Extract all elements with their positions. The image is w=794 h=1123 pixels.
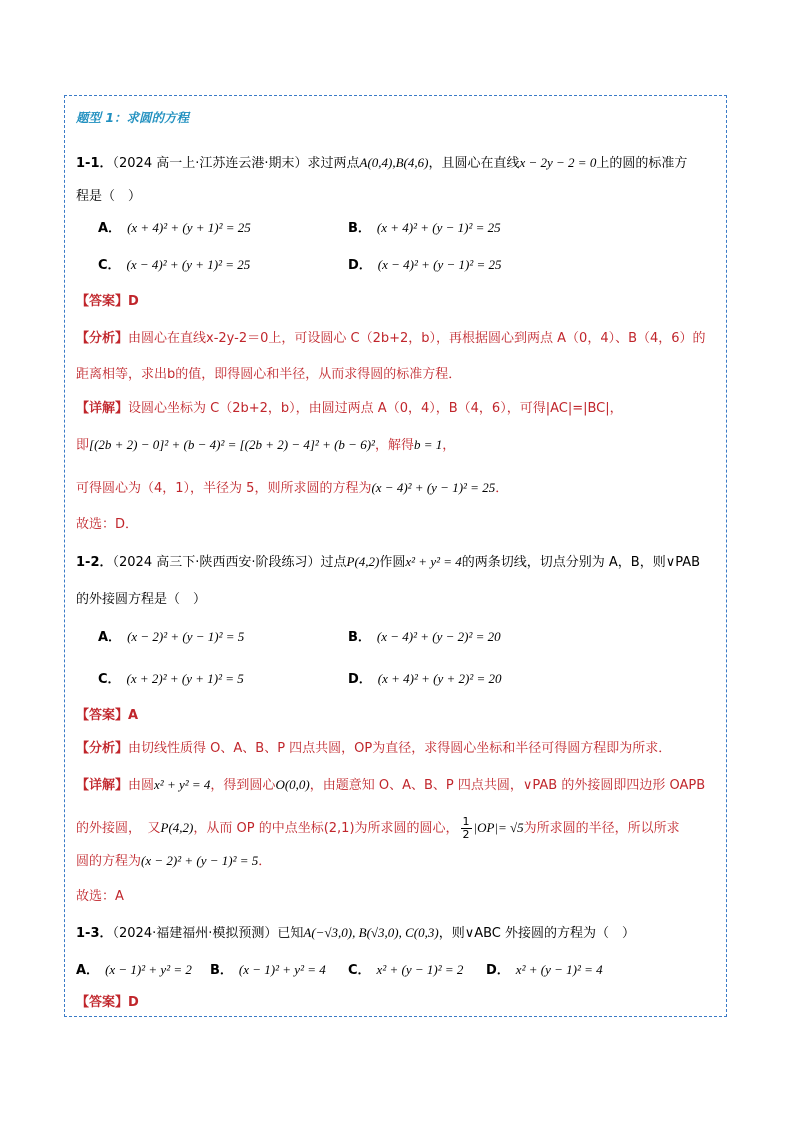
q1-detail-line2: [76, 436, 455, 455]
q1-text: 上的圆的标准方: [596, 156, 688, 171]
q1-number: 1-1．: [76, 156, 113, 171]
answer-tag: 【答案】: [76, 995, 129, 1010]
option-label: C．: [98, 258, 121, 273]
q3-answer: [76, 994, 139, 1012]
q2-math: P(4,2): [346, 554, 380, 569]
q1-stem: [76, 154, 687, 173]
detail-math: (x − 2)² + (y − 1)² = 5: [141, 853, 259, 868]
answer-value: D: [128, 995, 139, 1010]
q1-stem-line2: 程是（ ）: [76, 189, 142, 204]
option-math: (x + 4)² + (y + 2)² = 20: [377, 671, 502, 686]
q2-answer: [76, 707, 138, 725]
q3-stem: [76, 924, 635, 943]
detail-math: P(4,2): [160, 820, 194, 835]
frac-denominator: 2: [462, 828, 470, 841]
q2-source: （2024 高三下·陕西西安·阶段练习）: [112, 555, 321, 570]
q1-option-b[interactable]: [348, 219, 501, 238]
detail-text: ．: [258, 854, 272, 869]
answer-value: A: [128, 708, 139, 723]
detail-text: 可得圆心为（4，1），半径为 5，则所求圆的方程为: [76, 481, 372, 496]
option-label: D．: [486, 963, 510, 978]
option-math: (x − 4)² + (y + 1)² = 25: [126, 257, 251, 272]
q2-option-a[interactable]: [98, 628, 244, 647]
option-label: C．: [98, 672, 121, 687]
q2-text: 作圆: [379, 555, 406, 570]
detail-text: 圆的方程为: [76, 854, 142, 869]
detail-tag: 【详解】: [76, 401, 129, 416]
detail-tag: 【详解】: [76, 778, 129, 793]
q2-detail-line2: [76, 816, 680, 841]
q1-analysis: [76, 330, 706, 348]
detail-math: b = 1: [413, 437, 443, 452]
option-label: B．: [348, 221, 371, 236]
detail-text: ，从而 OP 的中点坐标(2,1)为所求圆的圆心，: [193, 821, 459, 836]
answer-value: D: [128, 294, 139, 309]
answer-tag: 【答案】: [76, 294, 129, 309]
analysis-text: 由切线性质得 O、A、B、P 四点共圆，OP为直径，求得圆心坐标和半径可得圆方程即为所求．: [128, 741, 672, 756]
q1-option-d[interactable]: [348, 256, 502, 275]
option-math: (x − 1)² + y² = 4: [238, 962, 326, 977]
q3-math: A(−√3,0), B(√3,0), C(0,3): [303, 925, 439, 940]
q2-text: 过点: [320, 555, 347, 570]
q1-source: （2024 高一上·江苏连云港·期末）: [112, 156, 308, 171]
option-label: B．: [210, 963, 233, 978]
option-label: C．: [348, 963, 371, 978]
option-label: A．: [98, 221, 122, 236]
half-fraction: [461, 816, 472, 841]
detail-text: ，得到圆心: [210, 778, 276, 793]
detail-math: x² + y² = 4: [154, 777, 211, 792]
option-label: A．: [98, 630, 122, 645]
analysis-tag: 【分析】: [76, 331, 129, 346]
q1-text: 求过两点: [307, 156, 360, 171]
detail-text: 的外接圆， 又: [76, 821, 161, 836]
q2-option-b[interactable]: [348, 628, 501, 647]
q1-math: x − 2y − 2 = 0: [519, 155, 597, 170]
q2-stem: [76, 553, 700, 572]
q1-option-a[interactable]: [98, 219, 251, 238]
q2-option-c[interactable]: [98, 670, 244, 689]
q2-stem-line2: 的外接圆方程是（ ）: [76, 592, 207, 607]
q3-option-d[interactable]: [486, 961, 603, 980]
answer-tag: 【答案】: [76, 708, 129, 723]
q3-text: 已知: [277, 926, 304, 941]
q1-detail: [76, 400, 623, 418]
option-math: (x − 4)² + (y − 2)² = 20: [376, 629, 501, 644]
q1-text: ，且圆心在直线: [428, 156, 520, 171]
option-math: (x − 1)² + y² = 2: [105, 962, 192, 977]
detail-text: ．: [495, 481, 509, 496]
q1-option-c[interactable]: [98, 256, 250, 275]
q1-math: A(0,4),B(4,6): [359, 155, 429, 170]
q3-number: 1-3．: [76, 926, 113, 941]
q2-detail-line3: [76, 852, 271, 871]
q3-option-c[interactable]: [348, 961, 463, 980]
option-label: B．: [348, 630, 371, 645]
q2-analysis: [76, 740, 671, 758]
analysis-tag: 【分析】: [76, 741, 129, 756]
option-math: x² + (y − 1)² = 4: [515, 962, 603, 977]
detail-math: (x − 4)² + (y − 1)² = 25: [371, 480, 496, 495]
option-math: (x + 4)² + (y + 1)² = 25: [127, 220, 251, 235]
q1-answer: [76, 293, 139, 311]
q1-detail-line3: [76, 479, 508, 498]
analysis-text: 由圆心在直线x-2y-2＝0上，可设圆心 C（2b+2，b），再根据圆心到两点 A（0，4）、B（4，6）的: [128, 331, 706, 346]
detail-text: ，由题意知 O、A、B、P 四点共圆，∨PAB 的外接圆即四边形 OAPB: [309, 778, 706, 793]
q2-choice: 故选：A: [76, 889, 124, 904]
q1-analysis-line2: 距离相等，求出b的值，即得圆心和半径，从而求得圆的标准方程．: [76, 367, 462, 382]
detail-math: |OP|= √5: [473, 820, 524, 835]
q3-text: ，则∨ABC 外接圆的方程为（ ）: [438, 926, 636, 941]
option-label: A．: [76, 963, 100, 978]
q3-option-a[interactable]: [76, 961, 192, 980]
option-math: (x + 4)² + (y − 1)² = 25: [376, 220, 501, 235]
detail-text: 设圆心坐标为 C（2b+2，b），由圆过两点 A（0，4），B（4，6），可得|AC|=|BC|，: [128, 401, 623, 416]
detail-text: ，: [442, 438, 456, 453]
option-math: (x − 2)² + (y − 1)² = 5: [127, 629, 245, 644]
q2-text: 的两条切线，切点分别为 A，B，则∨PAB: [461, 555, 701, 570]
option-label: D．: [348, 672, 372, 687]
q1-choice: 故选：D．: [76, 517, 139, 532]
q3-option-b[interactable]: [210, 961, 326, 980]
detail-text: 为所求圆的半径，所以所求: [523, 821, 680, 836]
option-math: (x + 2)² + (y + 1)² = 5: [126, 671, 244, 686]
detail-text: 由圆: [128, 778, 155, 793]
detail-math: O(0,0): [275, 777, 310, 792]
detail-math: [(2b + 2) − 0]² + (b − 4)² = [(2b + 2) − 4]² + (b − 6)²: [89, 437, 375, 452]
q2-math: x² + y² = 4: [405, 554, 462, 569]
q2-detail: [76, 776, 705, 795]
q2-option-d[interactable]: [348, 670, 502, 689]
q3-source: （2024·福建福州·模拟预测）: [112, 926, 278, 941]
option-label: D．: [348, 258, 372, 273]
frac-numerator: 1: [462, 815, 470, 828]
detail-text: ，解得: [374, 438, 414, 453]
option-math: (x − 4)² + (y − 1)² = 25: [377, 257, 502, 272]
q2-number: 1-2．: [76, 555, 113, 570]
option-math: x² + (y − 1)² = 2: [376, 962, 464, 977]
detail-text: 即: [76, 438, 90, 453]
section-title: 题型 1：求圆的方程: [76, 110, 190, 125]
